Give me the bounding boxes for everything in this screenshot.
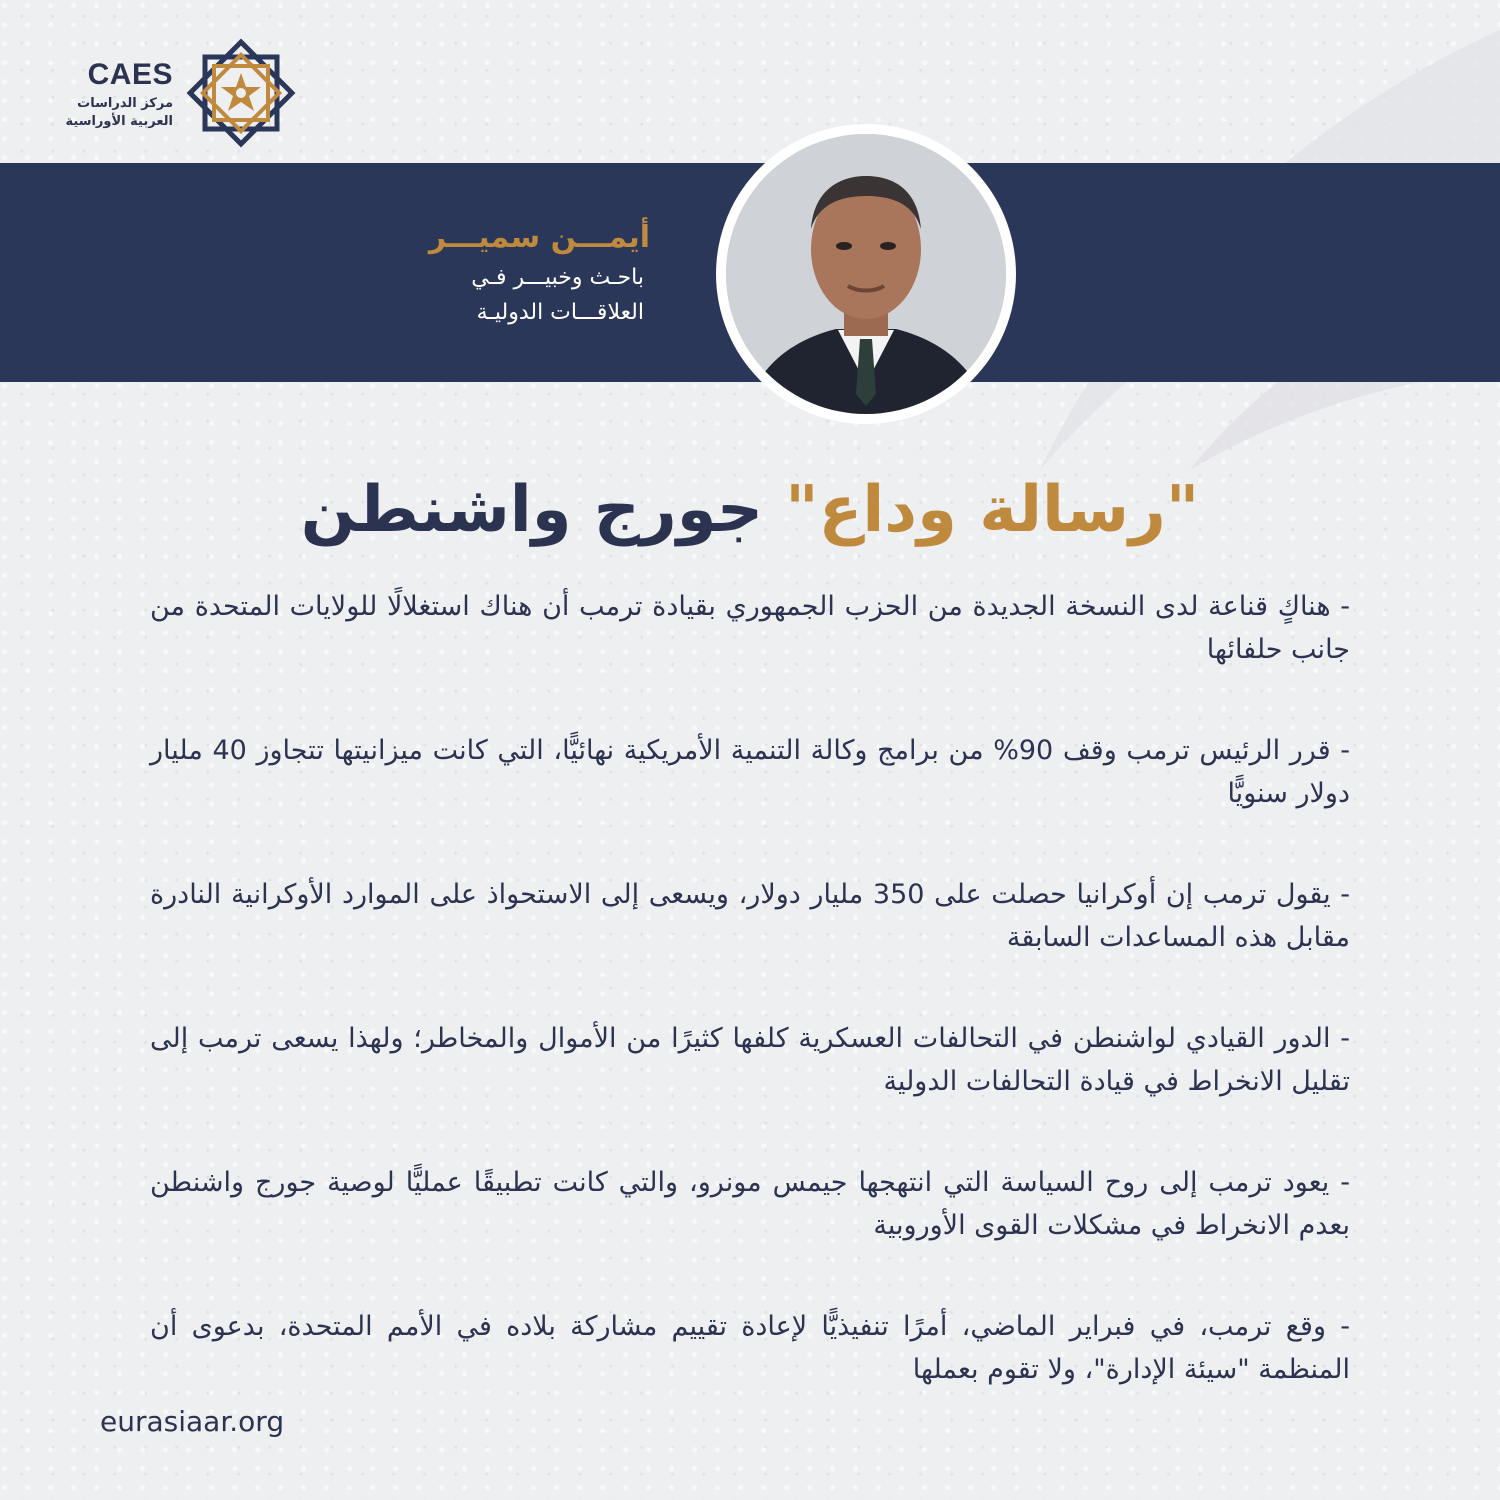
author-role-line1: باحـث وخبيـــر فـي [471,265,644,290]
key-point: - قرر الرئيس ترمب وقف 90% من برامج وكالة التنمية الأمريكية نهائيًّا، التي كانت ميزانيتها تتجاوز 40 مليار دولار سنويًّا [150,735,1350,809]
key-point: - وقع ترمب، في فبراير الماضي، أمرًا تنفيذيًّا لإعادة تقييم مشاركة بلاده في الأمم المتحدة، بدعوى أن المنظمة "سيئة الإدارة"، ولا تقوم بعملها [150,1311,1350,1385]
key-point: - الدور القيادي لواشنطن في التحالفات العسكرية كلفها كثيرًا من الأموال والمخاطر؛ ولهذا يسعى ترمب إلى تقليل الانخراط في قيادة التحالفات الدولية [150,1023,1350,1097]
author-role-line2: العلاقـــات الدوليـة [476,300,644,325]
key-point: - هناكٍ قناعة لدى النسخة الجديدة من الحزب الجمهوري بقيادة ترمب أن هناك استغلالًا للولايات المتحدة من جانب حلفائها [150,591,1350,665]
key-point: - يقول ترمب إن أوكرانيا حصلت على 350 مليار دولار، ويسعى إلى الاستحواذ على الموارد الأوكرانية النادرة مقابل هذه المساعدات السابقة [150,879,1350,953]
caes-logo [58,38,298,148]
headline [150,462,1350,558]
headline-main: جورج واشنطن [300,473,764,547]
key-point: - يعود ترمب إلى روح السياسة التي انتهجها جيمس مونرو، والتي كانت تطبيقًا عمليًّا لوصية جورج واشنطن بعدم الانخراط في مشكلات القوى الأوروبية [150,1167,1350,1241]
star-emblem-icon [186,38,296,148]
website-url: eurasiaar.org [100,1405,285,1438]
logo-acronym: CAES [87,58,173,91]
author-photo [726,134,1006,414]
logo-name-line1: مركز الدراسات [77,96,173,111]
author-name: أيمـــن سميـــر [428,220,650,255]
headline-accent: "رسالة وداع" [785,473,1200,547]
key-points-list [150,585,1350,1449]
logo-name-line2: العربية الأوراسية [65,114,173,129]
author-portrait [716,124,1016,424]
